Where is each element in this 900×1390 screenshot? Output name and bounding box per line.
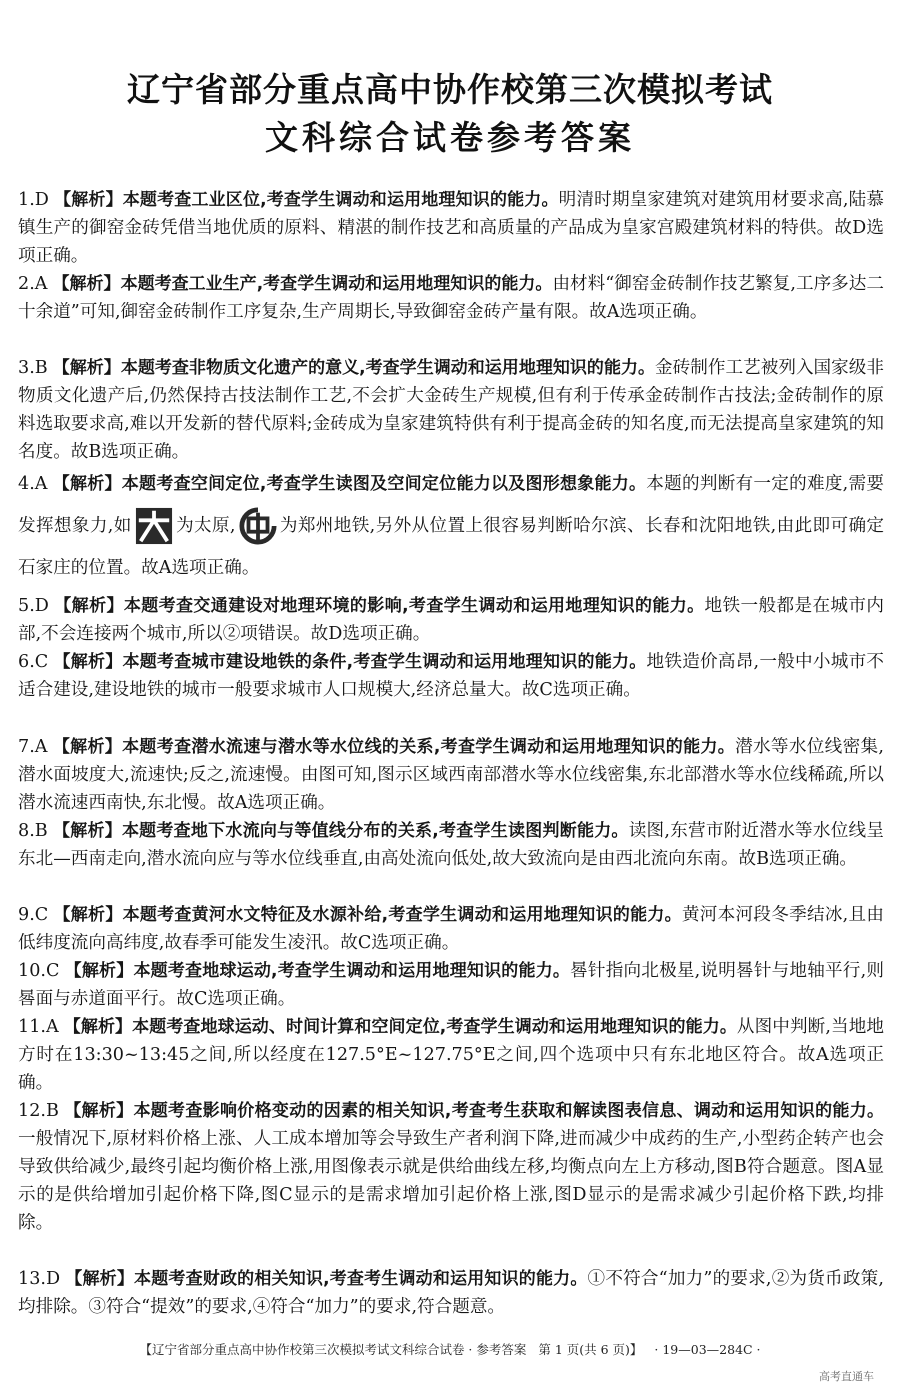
answer-focus: 本题考查财政的相关知识,考查考生调动和运用知识的能力。 xyxy=(134,1269,588,1289)
answer-body: 从图中判断,当地地方时在13:30~13:45之间,所以经度在127.5°E~127.75°E之间,四个选项中只有东北地区符合。故A选项正确。 xyxy=(18,1017,885,1093)
analysis-tag: 【解析】 xyxy=(53,652,123,672)
answer-item-5 xyxy=(18,592,884,648)
answer-body: 地铁一般都是在城市内部,不会连接两个城市,所以②项错误。故D选项正确。 xyxy=(18,596,884,644)
zhengzhou-metro-logo-icon xyxy=(239,507,277,545)
answer-focus: 本题考查工业区位,考查学生调动和运用地理知识的能力。 xyxy=(122,190,559,210)
answer-number: 4.A xyxy=(18,474,48,494)
answer-focus: 本题考查工业生产,考查学生调动和运用地理知识的能力。 xyxy=(120,274,553,294)
answer-body: 金砖制作工艺被列入国家级非物质文化遗产后,仍然保持古技法制作工艺,不会扩大金砖生产规模,但有利于传承金砖制作古技法;金砖制作的原料选取要求高,难以开发新的替代原料;金砖成为皇家建筑特供有利于提高金砖的知名度,而无法提高皇家建筑的知名度。故B选项正确。 xyxy=(18,358,885,462)
analysis-tag: 【解析】 xyxy=(63,1017,133,1037)
answer-item-9 xyxy=(18,901,884,957)
answer-body-a: 本题的判断有一定的难度,需要发挥想象力,如 xyxy=(18,474,884,536)
answer-number: 10.C xyxy=(18,961,60,981)
answer-focus: 本题考查城市建设地铁的条件,考查学生调动和运用地理知识的能力。 xyxy=(122,652,647,672)
answer-item-3 xyxy=(18,354,884,466)
analysis-tag: 【解析】 xyxy=(52,821,122,841)
answer-body: 晷针指向北极星,说明晷针与地轴平行,则晷面与赤道面平行。故C选项正确。 xyxy=(18,961,884,1009)
answer-body: 一般情况下,原材料价格上涨、人工成本增加等会导致生产者利润下降,进而减少中成药的生产,小型药企转产也会导致供给减少,最终引起均衡价格上涨,用图像表示就是供给曲线左移,均衡点向左上方移动,图B符合题意。图A显示的是供给增加引起价格下降,图C显示的是需求增加引起价格上涨,图D显示的是需求减少引起价格下跌,均排除。 xyxy=(18,1129,884,1233)
analysis-tag: 【解析】 xyxy=(53,190,123,210)
analysis-tag: 【解析】 xyxy=(52,737,123,757)
analysis-tag: 【解析】 xyxy=(53,596,124,616)
answer-item-13 xyxy=(18,1265,884,1321)
answer-item-4 xyxy=(18,470,884,582)
corner-watermark-text: 高考直通车 xyxy=(819,1370,874,1383)
answer-number: 8.B xyxy=(18,821,48,841)
footer-page: 第 1 页(共 6 页)】 xyxy=(538,1342,643,1357)
answer-focus: 本题考查非物质文化遗产的意义,考查学生调动和运用地理知识的能力。 xyxy=(120,358,656,378)
answer-focus: 本题考查影响价格变动的因素的相关知识,考查考生获取和解读图表信息、调动和运用知识的能力。 xyxy=(133,1101,884,1121)
answer-body: 地铁造价高昂,一般中小城市不适合建设,建设地铁的城市一般要求城市人口规模大,经济总量大。故C选项正确。 xyxy=(18,652,885,700)
answer-number: 7.A xyxy=(18,737,48,757)
answer-item-12 xyxy=(18,1097,884,1237)
answer-item-11 xyxy=(18,1013,884,1097)
page-footer xyxy=(0,1340,900,1358)
answer-body: 由材料“御窑金砖制作技艺繁复,工序多达二十余道”可知,御窑金砖制作工序复杂,生产周期长,导致御窑金砖产量有限。故A选项正确。 xyxy=(18,274,884,322)
answer-body-b: 为太原, xyxy=(175,516,236,536)
answer-focus: 本题考查空间定位,考查学生读图及空间定位能力以及图形想象能力。 xyxy=(121,474,647,494)
answer-item-6 xyxy=(18,648,884,704)
answer-body: ①不符合“加力”的要求,②为货币政策,均排除。③符合“提效”的要求,④符合“加力”的要求,符合题意。 xyxy=(18,1269,884,1317)
analysis-tag: 【解析】 xyxy=(52,474,122,494)
taiyuan-metro-logo-icon xyxy=(135,507,173,545)
analysis-tag: 【解析】 xyxy=(52,274,121,294)
page-subtitle: 文科综合试卷参考答案 xyxy=(265,118,635,157)
analysis-tag: 【解析】 xyxy=(65,1269,135,1289)
answer-number: 12.B xyxy=(18,1101,59,1121)
answer-number: 2.A xyxy=(18,274,48,294)
answer-focus: 本题考查交通建设对地理环境的影响,考查学生调动和运用地理知识的能力。 xyxy=(123,596,705,616)
answer-body-c: 为郑州地铁,另外从位置上很容易判断哈尔滨、长春和沈阳地铁,由此即可确定石家庄的位置。故A选项正确。 xyxy=(18,516,884,578)
answer-focus: 本题考查地球运动,考查学生调动和运用地理知识的能力。 xyxy=(133,961,571,981)
answer-body: 黄河本河段冬季结冰,且由低纬度流向高纬度,故春季可能发生凌汛。故C选项正确。 xyxy=(18,905,885,953)
answer-item-7 xyxy=(18,733,884,817)
answer-focus: 本题考查地球运动、时间计算和空间定位,考查学生调动和运用地理知识的能力。 xyxy=(132,1017,737,1037)
analysis-tag: 【解析】 xyxy=(52,358,121,378)
answer-body: 潜水等水位线密集,潜水面坡度大,流速快;反之,流速慢。由图可知,图示区域西南部潜水等水位线密集,东北部潜水等水位线稀疏,所以潜水流速西南快,东北慢。故A选项正确。 xyxy=(18,737,884,813)
answer-number: 6.C xyxy=(18,652,49,672)
answer-item-10 xyxy=(18,957,884,1013)
answer-number: 5.D xyxy=(18,596,49,616)
answer-body: 明清时期皇家建筑对建筑用材要求高,陆慕镇生产的御窑金砖凭借当地优质的原料、精湛的制作技艺和高质量的产品成为皇家宫殿建筑材料的特供。故D选项正确。 xyxy=(18,190,884,266)
analysis-tag: 【解析】 xyxy=(53,905,123,925)
answer-item-8 xyxy=(18,817,884,873)
answer-focus: 本题考查地下水流向与等值线分布的关系,考查学生读图判断能力。 xyxy=(121,821,629,841)
answer-focus: 本题考查黄河水文特征及水源补给,考查学生调动和运用地理知识的能力。 xyxy=(122,905,682,925)
page-title: 辽宁省部分重点高中协作校第三次模拟考试 xyxy=(127,70,773,109)
answer-number: 3.B xyxy=(18,358,48,378)
answer-number: 13.D xyxy=(18,1269,61,1289)
answer-number: 11.A xyxy=(18,1017,59,1037)
answer-body: 读图,东营市附近潜水等水位线呈东北—西南走向,潜水流向应与等水位线垂直,由高处流向低处,故大致流向是由西北流向东南。故B选项正确。 xyxy=(18,821,884,869)
analysis-tag: 【解析】 xyxy=(63,1101,134,1121)
answer-number: 1.D xyxy=(18,190,49,210)
footer-code: · 19—03—284C · xyxy=(654,1342,761,1357)
answer-number: 9.C xyxy=(18,905,49,925)
footer-title: 【辽宁省部分重点高中协作校第三次模拟考试文科综合试卷 · 参考答案 xyxy=(139,1342,527,1357)
answer-focus: 本题考查潜水流速与潜水等水位线的关系,考查学生调动和运用地理知识的能力。 xyxy=(122,737,736,757)
answer-item-2 xyxy=(18,270,884,326)
answer-item-1 xyxy=(18,186,884,270)
analysis-tag: 【解析】 xyxy=(64,961,134,981)
